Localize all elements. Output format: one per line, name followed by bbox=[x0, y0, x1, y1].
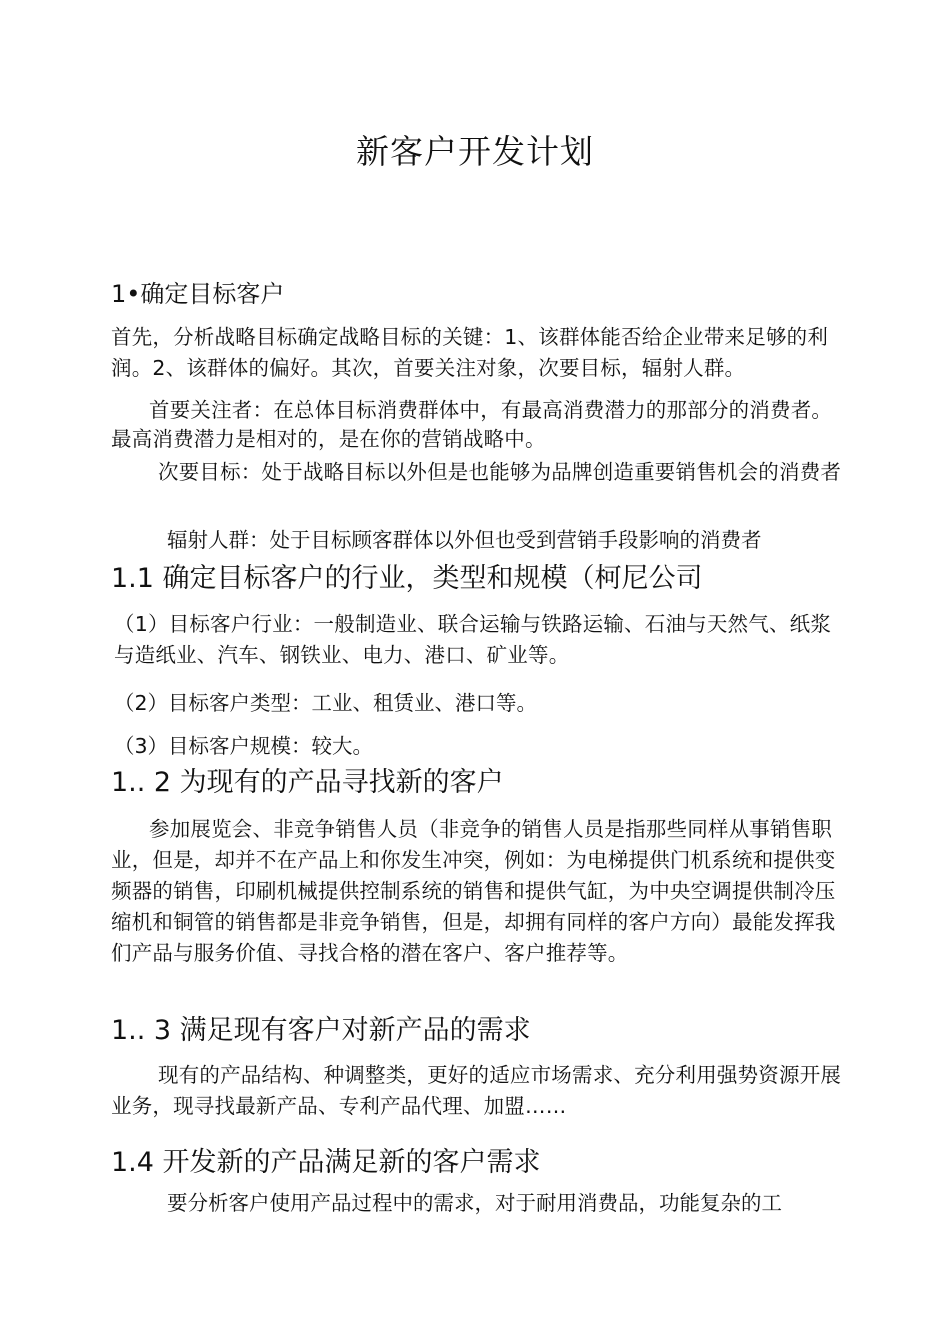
section-1-paragraph-1: 首先，分析战略目标确定战略目标的关键：1、该群体能否给企业带来足够的利润。2、该群体的偏好。其次，首要关注对象，次要目标，辐射人群。 bbox=[111, 325, 829, 380]
section-1-paragraph-3: 次要目标：处于战略目标以外但是也能够为品牌创造重要销售机会的消费者 bbox=[158, 460, 842, 484]
section-1-heading: 1•确定目标客户 bbox=[111, 280, 285, 308]
section-1-2-heading: 1.. 2 为现有的产品寻找新的客户 bbox=[111, 767, 504, 798]
section-1-paragraph-4: 辐射人群：处于目标顾客群体以外但也受到营销手段影响的消费者 bbox=[167, 528, 762, 552]
section-1-3-paragraph-1: 现有的产品结构、种调整类，更好的适应市场需求、充分利用强势资源开展业务，现寻找最新产品、专利产品代理、加盟…… bbox=[111, 1063, 842, 1118]
section-1-4-heading: 1.4 开发新的产品满足新的客户需求 bbox=[111, 1147, 541, 1178]
section-1-paragraph-2: 首要关注者：在总体目标消费群体中，有最高消费潜力的那部分的消费者。最高消费潜力是相对的，是在你的营销战略中。 bbox=[111, 398, 833, 451]
section-1-4-paragraph-1: 要分析客户使用产品过程中的需求，对于耐用消费品，功能复杂的工 bbox=[167, 1191, 782, 1215]
section-1-1-item-1: （1）目标客户行业：一般制造业、联合运输与铁路运输、石油与天然气、纸浆与造纸业、汽车、钢铁业、电力、港口、矿业等。 bbox=[114, 612, 832, 667]
section-1-1-heading: 1.1 确定目标客户的行业，类型和规模（柯尼公司 bbox=[111, 563, 703, 594]
section-1-3-heading: 1.. 3 满足现有客户对新产品的需求 bbox=[111, 1015, 531, 1046]
section-1-2-paragraph-1: 参加展览会、非竞争销售人员（非竞争的销售人员是指那些同样从事销售职业，但是，却并不在产品上和你发生冲突，例如：为电梯提供门机系统和提供变频器的销售，印刷机械提供控制系统的销售和提供气缸，为中央空调提供制冷压缩机和铜管的销售都是非竞争销售，但是，却拥有同样的客户方向）最能发挥我们产品与服务价值、寻找合格的潜在客户、客户推荐等。 bbox=[111, 817, 836, 965]
section-1-1-item-2: （2）目标客户类型：工业、租赁业、港口等。 bbox=[114, 691, 538, 715]
page-title: 新客户开发计划 bbox=[356, 132, 594, 171]
section-1-1-item-3: （3）目标客户规模：较大。 bbox=[114, 734, 374, 758]
